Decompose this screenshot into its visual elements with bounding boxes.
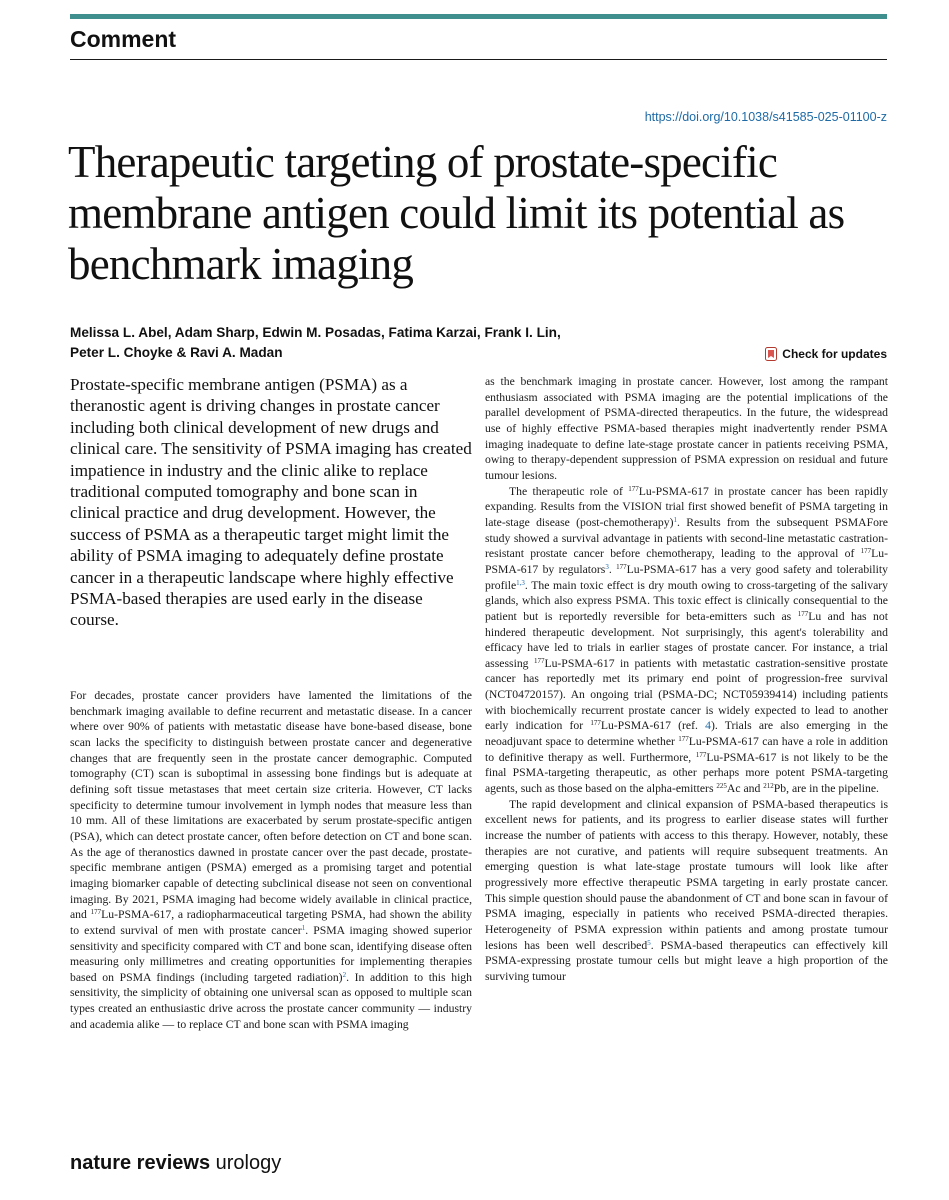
citation-ref[interactable]: 5 bbox=[647, 938, 651, 947]
journal-name-light: urology bbox=[210, 1152, 282, 1174]
citation-ref[interactable]: 1 bbox=[301, 923, 306, 932]
check-for-updates-button[interactable] bbox=[765, 347, 887, 361]
citation-ref[interactable]: 4 bbox=[705, 719, 711, 733]
author-line-1: Melissa L. Abel, Adam Sharp, Edwin M. Posadas, Fatima Karzai, Frank I. Lin, bbox=[70, 325, 561, 340]
author-list bbox=[70, 323, 830, 363]
abstract: Prostate-specific membrane antigen (PSMA) as a theranostic agent is driving changes in prostate cancer including both clinical development of new drugs and clinical care. The sensitivity of PSMA imaging has created impatience in industry and the clinic alike to replace traditional computed tomography and bone scan in clinical practice and drug development. However, the success of PSMA as a therapeutic target might limit the ability of PSMA imaging to adequately define prostate cancer in a therapeutic landscape where highly effective PSMA-based therapies are used early in the disease course. bbox=[70, 375, 472, 630]
citation-ref[interactable]: 2 bbox=[342, 970, 347, 979]
paragraph: For decades, prostate cancer providers have lamented the limitations of the benchmark imaging available to define recurrent and metastatic disease. In a cancer where over 90% of patients with metastatic disease have bone-based disease, bone scan lacks the specificity to distinguish between prostate cancer and degenerative changes that are frequently seen in the prostate cancer demographic. Computed tomography (CT) scan is suboptimal in assessing bone findings but is adequate at defining soft tissue metastases that meet certain size criteria. However, CT lacks specificity to determine tumour involvement in lymph nodes that measure less than 10 mm. All of these limitations are exacerbated by serum prostate-specific antigen (PSA), which can detect prostate cancer, often before detection on CT and bone scan. As the age of theranostics dawned in prostate cancer over the past decade, prostate-specific membrane antigen (PSMA) emerged as a promising target and potential imaging biomarker capable of detecting subclinical disease not seen on conventional imaging. By 2021, PSMA imaging had become widely available in clinical practice, and $^{177}$Lu-PSMA-617, a radiopharmaceutical targeting PSMA, had shown the ability to extend survival of men with prostate cancer$^1$. PSMA imaging showed superior sensitivity and specificity compared with CT and bone scan, identifying disease often measuring only millimetres and creating opportunities for implementing therapies based on PSMA findings (including targeted radiation)$^2$. In addition to this high sensitivity, the simplicity of obtaining one universal scan as opposed to multiple scan types created an enthusiastic drive across the prostate cancer community — industry and academia alike — to replace CT and bone scan with PSMA imaging bbox=[70, 689, 473, 1031]
article-title: Therapeutic targeting of prostate-specific membrane antigen could limit its potential as benchmark imaging bbox=[68, 137, 845, 289]
citation-ref[interactable]: 3 bbox=[605, 562, 609, 571]
doi-link[interactable]: https://doi.org/10.1038/s41585-025-01100-z bbox=[644, 110, 887, 124]
body-column-right bbox=[485, 374, 888, 985]
paragraph: The rapid development and clinical expansion of PSMA-based therapeutics is excellent news for patients, and its progress to earlier disease states will further increase the number of patients with access to this therapy. However, notably, these therapies are not curative, and patients will require subsequent treatments. An emerging question is what late-stage prostate tumours will look like after progressively more effective therapeutic PSMA targeting in early prostate cancer. This simple question should pause the abandonment of CT and bone scan in favour of PSMA imaging, especially in patients who received PSMA-directed therapies. Heterogeneity of PSMA expression within patients and among prostate tumour lesions has been well described$^5$. PSMA-based therapeutics can effectively kill PSMA-expressing prostate tumour cells but might leave a high proportion of the surviving tumour bbox=[485, 797, 888, 983]
author-line-2: Peter L. Choyke & Ravi A. Madan bbox=[70, 345, 283, 360]
check-for-updates-label: Check for updates bbox=[782, 347, 887, 361]
body-column-left bbox=[70, 688, 472, 1032]
header-divider bbox=[70, 59, 887, 60]
bookmark-update-icon bbox=[765, 347, 777, 361]
citation-ref[interactable]: 1,3 bbox=[516, 578, 525, 587]
section-label: Comment bbox=[70, 26, 177, 52]
journal-footer bbox=[70, 1152, 281, 1175]
top-accent-rule bbox=[70, 14, 887, 19]
paragraph: as the benchmark imaging in prostate cancer. However, lost among the rampant enthusiasm associated with PSMA imaging are the potential implications of the parallel development of PSMA-directed therapeutics. In the future, the widespread use of highly effective PSMA-based therapies might inadvertently render PSMA imaging inadequate to define late-stage prostate cancer in patients receiving PSMA, owing to therapy-dependent suppression of PSMA expression on residual and future tumour lesions. bbox=[485, 375, 888, 482]
citation-ref[interactable]: 1 bbox=[673, 515, 677, 524]
journal-name-bold: nature reviews bbox=[70, 1152, 211, 1174]
paragraph: The therapeutic role of $^{177}$Lu-PSMA-617 in prostate cancer has been rapidly expanding. Results from the VISION trial first showed benefit of PSMA targeting in late-stage disease (post-chemotherapy)$^1$. Results from the subsequent PSMAFore study showed a survival advantage in patients with second-line metastatic castration-resistant prostate cancer before chemotherapy, leading to the approval of $^{177}$Lu-PSMA-617 by regulators$^3$. $^{177}$Lu-PSMA-617 has a very good safety and tolerability profile$^{1,3}$. The main toxic effect is dry mouth owing to cross-targeting of the salivary glands, which also express PSMA. This toxic effect is clinically consequential to the patient but is reportedly reversible for beta-emitters such as $^{177}$Lu and has not hindered therapeutic development. Not surprisingly, this agent's tolerability and efficacy have led to trials in earlier stages of prostate cancer. For instance, a trial assessing $^{177}$Lu-PSMA-617 in patients with metastatic castration-sensitive prostate cancer has reportedly met its primary end point of progression-free survival (NCT04720157). An ongoing trial (PSMA-DC; NCT05939414) including patients with biochemically recurrent prostate cancer is widely expected to lead to another early indication for $^{177}$Lu-PSMA-617 (ref. 4). Trials are also emerging in the neoadjuvant space to determine whether $^{177}$Lu-PSMA-617 can have a role in addition to definitive therapy as well. Furthermore, $^{177}$Lu-PSMA-617 is not likely to be the final PSMA-targeting therapeutic, as other perhaps more potent PSMA-targeting agents, such as those based on the alpha-emitters $^{225}$Ac and $^{212}$Pb, are in the pipeline. bbox=[485, 484, 888, 796]
